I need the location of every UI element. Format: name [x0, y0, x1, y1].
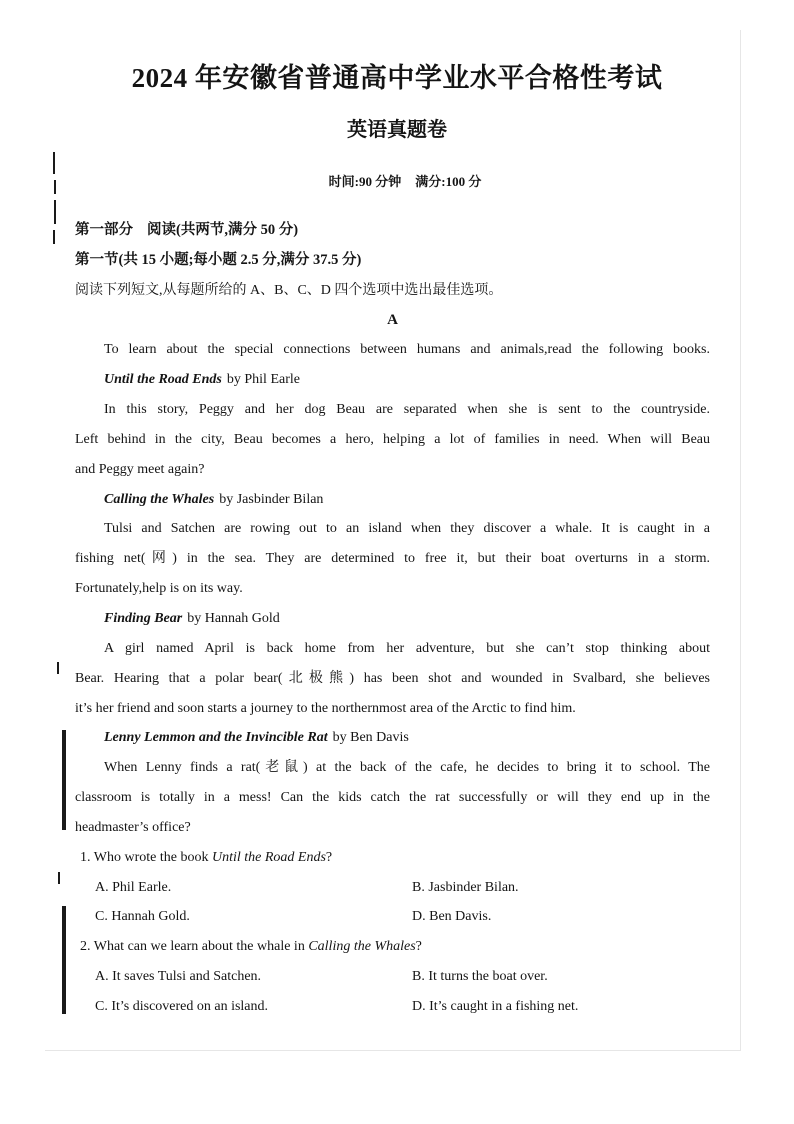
option-a[interactable]: A. Phil Earle. — [95, 879, 172, 895]
question-mark: ? — [415, 939, 422, 955]
exam-title: 2024 年安徽省普通高中学业水平合格性考试 — [131, 63, 663, 93]
option-a[interactable]: A. It saves Tulsi and Satchen. — [95, 969, 262, 985]
part-number: 第一部分 — [75, 222, 133, 238]
option-b[interactable]: B. Jasbinder Bilan. — [412, 879, 519, 895]
book-title: Lenny Lemmon and the Invincible Rat — [104, 730, 328, 746]
exam-score: 满分:100 分 — [415, 174, 482, 189]
options-row — [75, 902, 710, 932]
options-row — [75, 962, 710, 992]
option-c[interactable]: C. Hannah Gold. — [95, 909, 190, 925]
book-title: Finding Bear — [104, 610, 183, 626]
book-heading — [75, 723, 710, 753]
book-author: by Phil Earle — [226, 372, 300, 388]
passage-line: Left behind in the city, Beau becomes a hero, helping a lot of families in need. When will Beau — [75, 431, 710, 447]
passage-line: fishing net(网) in the sea. They are determined to free it, but their boat overturns in a storm. — [75, 551, 710, 567]
passage-line: Tulsi and Satchen are rowing out to an island when they discover a whale. It is caught in a — [104, 521, 710, 537]
instruction: 阅读下列短文,从每题所给的 A、B、C、D 四个选项中选出最佳选项。 — [75, 282, 503, 298]
scan-margin-mark — [57, 662, 59, 674]
question-book-title: Until the Road Ends — [211, 849, 326, 865]
options-row — [75, 873, 710, 903]
options-row — [75, 992, 710, 1022]
passage-line: Fortunately,help is on its way. — [75, 581, 243, 597]
part-name: 阅读(共两节,满分 50 分) — [147, 222, 299, 238]
passage-intro: To learn about the special connections between humans and animals,read the following books. — [104, 342, 710, 358]
passage-label: A — [387, 311, 398, 328]
scan-frame-edge — [45, 1050, 741, 1051]
book-heading — [75, 365, 710, 395]
exam-body — [75, 216, 710, 1022]
question-mark: ? — [325, 849, 333, 865]
section-heading: 第一节(共 15 小题;每小题 2.5 分,满分 37.5 分) — [75, 251, 362, 268]
question-stem — [75, 843, 710, 873]
passage-line: When Lenny finds a rat(老鼠) at the back of the cafe, he decides to bring it to school. The — [104, 760, 710, 776]
scan-margin-mark — [62, 730, 66, 830]
option-d[interactable]: D. It’s caught in a fishing net. — [412, 998, 579, 1014]
option-d[interactable]: D. Ben Davis. — [412, 909, 492, 925]
exam-subtitle: 英语真题卷 — [347, 119, 447, 141]
question-text: 2. What can we learn about the whale in — [80, 939, 309, 955]
option-b[interactable]: B. It turns the boat over. — [412, 969, 548, 985]
scan-margin-mark — [58, 872, 60, 884]
exam-time: 时间:90 分钟 — [328, 174, 402, 189]
option-c[interactable]: C. It’s discovered on an island. — [95, 998, 269, 1014]
book-author: by Jasbinder Bilan — [219, 491, 324, 507]
book-title: Calling the Whales — [104, 491, 215, 507]
part-heading — [75, 216, 710, 246]
book-title: Until the Road Ends — [104, 372, 222, 388]
question-stem — [75, 932, 710, 962]
book-author: by Ben Davis — [332, 730, 409, 746]
passage-line: Bear. Hearing that a polar bear(北极熊) has been shot and wounded in Svalbard, she believes — [75, 670, 710, 686]
question-text: 1. Who wrote the book — [80, 849, 212, 865]
exam-meta — [8, 172, 794, 192]
passage-line: it’s her friend and soon starts a journey to the northernmost area of the Arctic to find him. — [75, 700, 576, 716]
scan-margin-mark — [53, 152, 55, 174]
passage-line: A girl named April is back home from her adventure, but she can’t stop thinking about — [104, 640, 710, 656]
passage-line: classroom is totally in a mess! Can the kids catch the rat successfully or will they end up in the — [75, 790, 710, 806]
scan-margin-mark — [53, 230, 55, 244]
book-author: by Hannah Gold — [187, 610, 280, 626]
scan-margin-mark — [54, 200, 56, 224]
passage-line: headmaster’s office? — [75, 819, 191, 835]
scan-margin-mark — [62, 906, 66, 1014]
passage-line: and Peggy meet again? — [75, 461, 205, 477]
book-heading — [75, 604, 710, 634]
book-heading — [75, 485, 710, 515]
passage-line: In this story, Peggy and her dog Beau are separated when she is sent to the countryside. — [104, 402, 710, 418]
question-book-title: Calling the Whales — [308, 939, 416, 955]
